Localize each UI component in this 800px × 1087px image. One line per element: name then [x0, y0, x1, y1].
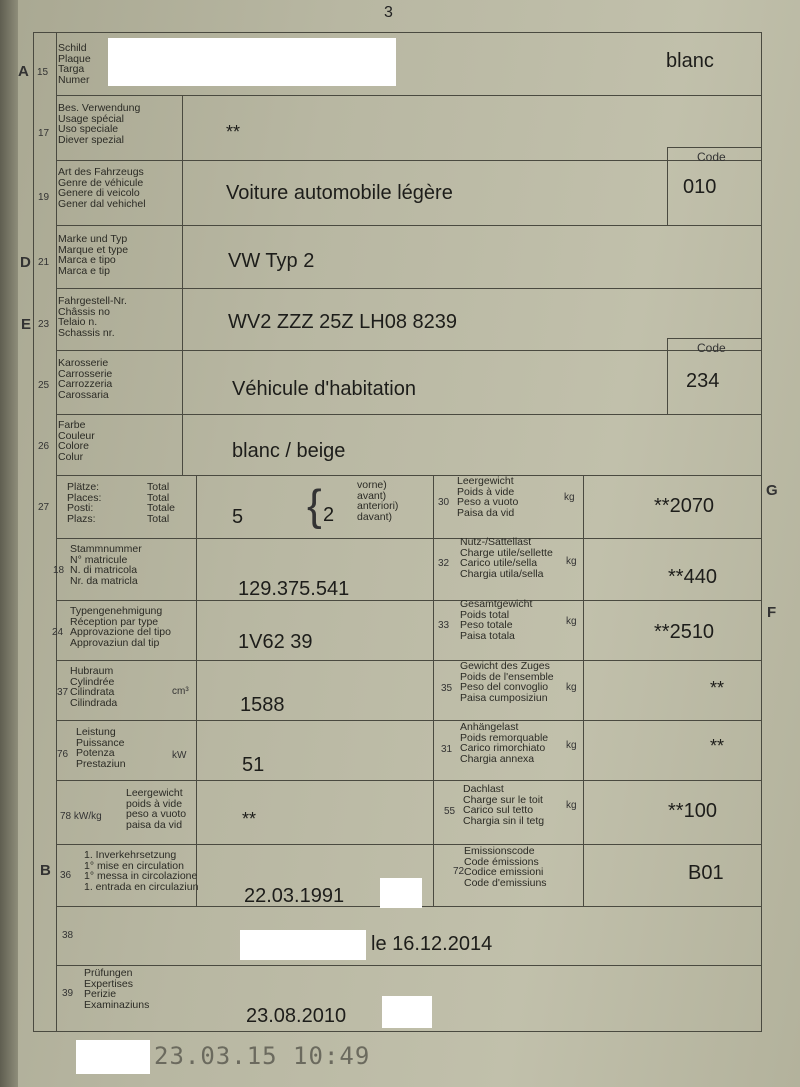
- row-divider: [56, 475, 761, 476]
- field-32-number: 32: [438, 558, 450, 569]
- field-32-label: Nutz-/Sattellast Charge utile/sellette Carico utile/sella Chargia utila/sella: [460, 536, 553, 580]
- right-value-column-rule: [583, 475, 584, 906]
- field-24-label: Typengenehmigung Réception par type Approvazione del tipo Approvaziun dal tip: [70, 605, 171, 649]
- redacted-stamp-prefix: [76, 1040, 150, 1074]
- field-27-total-label: Total Total Totale Total: [147, 481, 176, 525]
- number-column-rule: [56, 32, 57, 1032]
- field-25-value: Véhicule d'habitation: [232, 378, 416, 400]
- field-25-number: 25: [38, 380, 50, 391]
- field-23-label: Fahrgestell-Nr. Châssis no Telaio n. Schassis nr.: [58, 295, 127, 339]
- field-33-value: **2510: [654, 621, 715, 643]
- field-15-number: 15: [37, 67, 49, 78]
- row-divider: [56, 288, 761, 289]
- side-letter-f: F: [767, 604, 777, 621]
- row-divider: [56, 225, 761, 226]
- field-38-value: le 16.12.2014: [371, 933, 493, 955]
- row-divider: [56, 965, 761, 966]
- field-23-number: 23: [38, 319, 50, 330]
- redacted-field-36: [380, 878, 422, 908]
- field-31-number: 31: [441, 744, 453, 755]
- redacted-field-39: [382, 996, 432, 1028]
- code-box-top: [667, 338, 761, 339]
- field-25-code: 234: [686, 370, 720, 392]
- field-39-label: Prüfungen Expertises Perizie Examinaziuns: [84, 967, 150, 1011]
- row-divider: [56, 414, 761, 415]
- field-76-number: 76: [57, 749, 69, 760]
- field-55-number: 55: [444, 806, 456, 817]
- code-column-rule: [667, 338, 668, 414]
- side-letter-b: B: [40, 862, 51, 879]
- middle-column-rule: [433, 475, 434, 906]
- side-letter-d: D: [20, 254, 31, 271]
- field-37-value: 1588: [240, 694, 285, 716]
- field-26-number: 26: [38, 441, 50, 452]
- field-55-value: **100: [668, 800, 717, 822]
- field-72-value: B01: [688, 862, 724, 884]
- page-shadow-edge: [0, 0, 18, 1087]
- field-30-unit: kg: [564, 492, 575, 503]
- field-55-unit: kg: [566, 800, 577, 811]
- field-27-front-value: 2: [323, 504, 335, 526]
- field-39-number: 39: [62, 988, 74, 999]
- field-35-number: 35: [441, 683, 453, 694]
- field-36-value: 22.03.1991: [244, 885, 345, 907]
- field-25-label: Karosserie Carrosserie Carrozzeria Carossaria: [58, 357, 113, 401]
- field-19-code: 010: [683, 176, 717, 198]
- field-36-number: 36: [60, 870, 72, 881]
- redacted-field-38: [240, 930, 366, 960]
- field-17-label: Bes. Verwendung Usage spécial Uso speciale Diever spezial: [58, 102, 141, 146]
- label-column-rule: [196, 475, 197, 906]
- field-35-unit: kg: [566, 682, 577, 693]
- field-21-number: 21: [38, 257, 50, 268]
- code-column-rule: [667, 147, 668, 225]
- side-letter-a: A: [18, 63, 29, 80]
- row-divider: [56, 660, 761, 661]
- row-divider: [56, 95, 761, 96]
- row-divider: [56, 720, 761, 721]
- field-19-label: Art des Fahrzeugs Genre de véhicule Genere di veicolo Gener dal vehichel: [58, 166, 146, 210]
- field-27-label: Plätze: Places: Posti: Plazs:: [67, 481, 102, 525]
- field-76-label: Leistung Puissance Potenza Prestaziun: [76, 726, 126, 770]
- field-32-value: **440: [668, 566, 717, 588]
- field-35-value: **: [710, 678, 725, 698]
- field-37-number: 37: [57, 687, 69, 698]
- field-26-label: Farbe Couleur Colore Colur: [58, 419, 95, 463]
- field-15-label: Schild Plaque Targa Numer: [58, 42, 91, 86]
- field-30-number: 30: [438, 497, 450, 508]
- field-27-brace: {: [307, 481, 322, 530]
- row-divider: [56, 160, 761, 161]
- field-36-label: 1. Inverkehrsetzung 1° mise en circulation 1° messa in circolazione 1. entrada en circulaziun: [84, 849, 199, 893]
- field-21-value: VW Typ 2: [228, 250, 315, 272]
- field-31-label: Anhängelast Poids remorquable Carico rimorchiato Chargia annexa: [460, 721, 549, 765]
- field-33-unit: kg: [566, 616, 577, 627]
- field-17-value: **: [226, 122, 241, 142]
- field-23-value: WV2 ZZZ 25Z LH08 8239: [228, 311, 457, 333]
- code-box-top: [667, 147, 761, 148]
- field-78-number: 78 kW/kg: [60, 811, 102, 822]
- field-76-unit: kW: [172, 750, 187, 761]
- field-21-label: Marke und Typ Marque et type Marca e tipo Marca e tip: [58, 233, 129, 277]
- side-letter-g: G: [766, 482, 778, 499]
- field-72-number: 72: [453, 866, 465, 877]
- row-divider: [56, 350, 761, 351]
- field-19-code-label: Code: [697, 150, 726, 164]
- field-38-number: 38: [62, 930, 74, 941]
- field-32-unit: kg: [566, 556, 577, 567]
- field-27-value: 5: [232, 506, 244, 528]
- field-18-value: 129.375.541: [238, 578, 350, 600]
- field-39-value: 23.08.2010: [246, 1005, 347, 1027]
- field-18-label: Stammnummer N° matricule N. di matricola Nr. da matricla: [70, 543, 142, 587]
- field-35-label: Gewicht des Zuges Poids de l'ensemble Peso del convoglio Paisa cumposiziun: [460, 660, 554, 704]
- field-55-label: Dachlast Charge sur le toit Carico sul tetto Chargia sin il tetg: [463, 783, 545, 827]
- field-25-code-label: Code: [697, 341, 726, 355]
- label-column-rule: [182, 95, 183, 475]
- field-72-label: Emissionscode Code émissions Codice emissioni Code d'emissiuns: [464, 845, 547, 889]
- redacted-plate: [108, 38, 396, 86]
- field-15-value: blanc: [666, 50, 714, 72]
- field-18-number: 18: [53, 565, 65, 576]
- field-30-label: Leergewicht Poids à vide Peso a vuoto Paisa da vid: [457, 475, 519, 519]
- field-31-unit: kg: [566, 740, 577, 751]
- field-24-number: 24: [52, 627, 64, 638]
- field-17-number: 17: [38, 128, 50, 139]
- field-37-unit: cm³: [172, 686, 189, 697]
- row-divider: [56, 600, 761, 601]
- field-26-value: blanc / beige: [232, 440, 346, 462]
- field-30-value: **2070: [654, 495, 715, 517]
- page-number: 3: [384, 4, 393, 21]
- field-24-value: 1V62 39: [238, 631, 313, 653]
- field-33-number: 33: [438, 620, 450, 631]
- field-37-label: Hubraum Cylindrée Cilindrata Cilindrada: [70, 665, 118, 709]
- side-letter-e: E: [21, 316, 32, 333]
- field-19-number: 19: [38, 192, 50, 203]
- field-76-value: 51: [242, 754, 265, 776]
- field-33-label: Gesamtgewicht Poids total Peso totale Paisa totala: [460, 598, 533, 642]
- field-27-front-label: vorne) avant) anteriori) davant): [357, 479, 399, 523]
- field-31-value: **: [710, 736, 725, 756]
- row-divider: [56, 780, 761, 781]
- row-divider: [56, 844, 761, 845]
- row-divider: [56, 538, 761, 539]
- field-19-value: Voiture automobile légère: [226, 182, 453, 204]
- field-78-value: **: [242, 809, 257, 829]
- field-78-label: Leergewicht poids à vide peso a vuoto paisa da vid: [126, 787, 187, 831]
- field-27-number: 27: [38, 502, 50, 513]
- print-stamp: 23.03.15 10:49: [154, 1042, 371, 1070]
